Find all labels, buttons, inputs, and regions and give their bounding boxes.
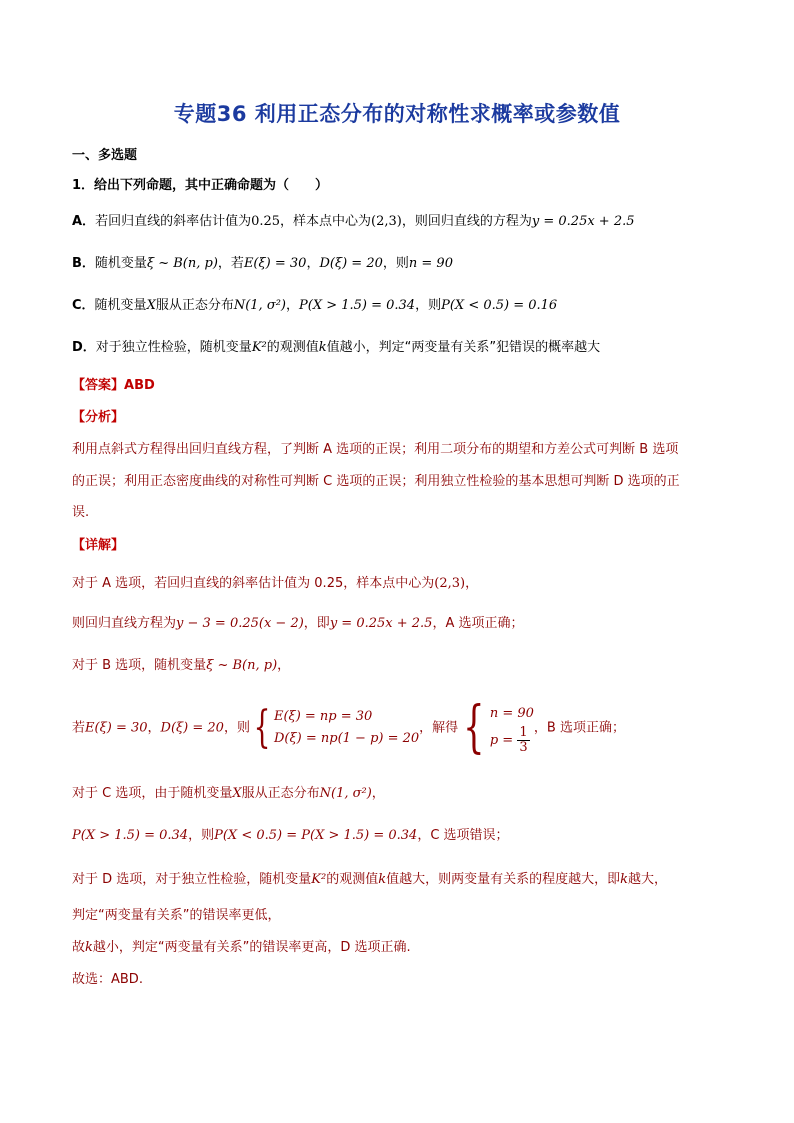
option-c: C．随机变量X服从正态分布N(1, σ²)，P(X > 1.5) = 0.34，则P(X < 0.5) = 0.16 xyxy=(72,298,558,313)
final-answer: 故选：ABD. xyxy=(72,972,143,987)
detail-line-4: 若E(ξ) = 30，D(ξ) = 20，则{ E(ξ) = np = 30 D(ξ) = np(1 − p) = 20 ，解得{ n = 90 p = $\frac{1}{3}$ ，B 选项正确； xyxy=(72,695,625,760)
option-b: B．随机变量ξ ~ B(n, p)，若E(ξ) = 30，D(ξ) = 20，则n = 90 xyxy=(72,256,453,271)
left-brace-glyph: { xyxy=(463,695,485,760)
detail-line-3: 对于 B 选项，随机变量ξ ~ B(n, p)， xyxy=(72,658,291,673)
detail-line-5: 对于 C 选项，由于随机变量X服从正态分布N(1, σ²)， xyxy=(72,786,385,801)
section-heading: 一、多选题 xyxy=(72,148,138,163)
answer-line: 【答案】ABD xyxy=(72,378,155,393)
analysis-tag: 【分析】 xyxy=(72,410,125,425)
question-stem: 1．给出下列命题，其中正确命题为（ ） xyxy=(72,178,329,193)
detail-tag: 【详解】 xyxy=(72,538,125,553)
analysis-line-3: 误. xyxy=(72,505,90,520)
analysis-line-2: 的正误；利用正态密度曲线的对称性可判断 C 选项的正误；利用独立性检验的基本思想可判断 D 选项的正 xyxy=(72,474,680,489)
detail-line-2: 则回归直线方程为y − 3 = 0.25(x − 2)，即y = 0.25x + 2.5，A 选项正确； xyxy=(72,616,524,631)
solution-system: { n = 90 p = $\frac{1}{3}$ xyxy=(463,695,534,760)
detail-line-7: 对于 D 选项，对于独立性检验，随机变量K²的观测值k值越大，则两变量有关系的程度越大，即k越大， xyxy=(72,872,668,887)
analysis-line-1: 利用点斜式方程得出回归直线方程，了判断 A 选项的正误；利用二项分布的期望和方差公式可判断 B 选项 xyxy=(72,442,679,457)
option-a: A．若回归直线的斜率估计值为0.25，样本点中心为(2,3)，则回归直线的方程为y = 0.25x + 2.5 xyxy=(72,214,635,229)
equation-system: { E(ξ) = np = 30 D(ξ) = np(1 − p) = 20 xyxy=(253,702,420,753)
detail-line-8: 判定“两变量有关系”的错误率更低， xyxy=(72,908,281,923)
left-brace-glyph: { xyxy=(253,702,271,753)
detail-line-1: 对于 A 选项，若回归直线的斜率估计值为 0.25，样本点中心为(2,3)， xyxy=(72,576,479,591)
detail-line-9: 故k越小，判定“两变量有关系”的错误率更高，D 选项正确. xyxy=(72,940,411,955)
page-title: 专题36 利用正态分布的对称性求概率或参数值 xyxy=(173,102,621,126)
detail-line-6: P(X > 1.5) = 0.34，则P(X < 0.5) = P(X > 1.5) = 0.34，C 选项错误； xyxy=(72,828,509,843)
fraction: $\frac{1}{3}$ xyxy=(519,724,528,755)
option-d: D．对于独立性检验，随机变量K²的观测值k值越小，判定“两变量有关系”犯错误的概率越大 xyxy=(72,340,601,355)
